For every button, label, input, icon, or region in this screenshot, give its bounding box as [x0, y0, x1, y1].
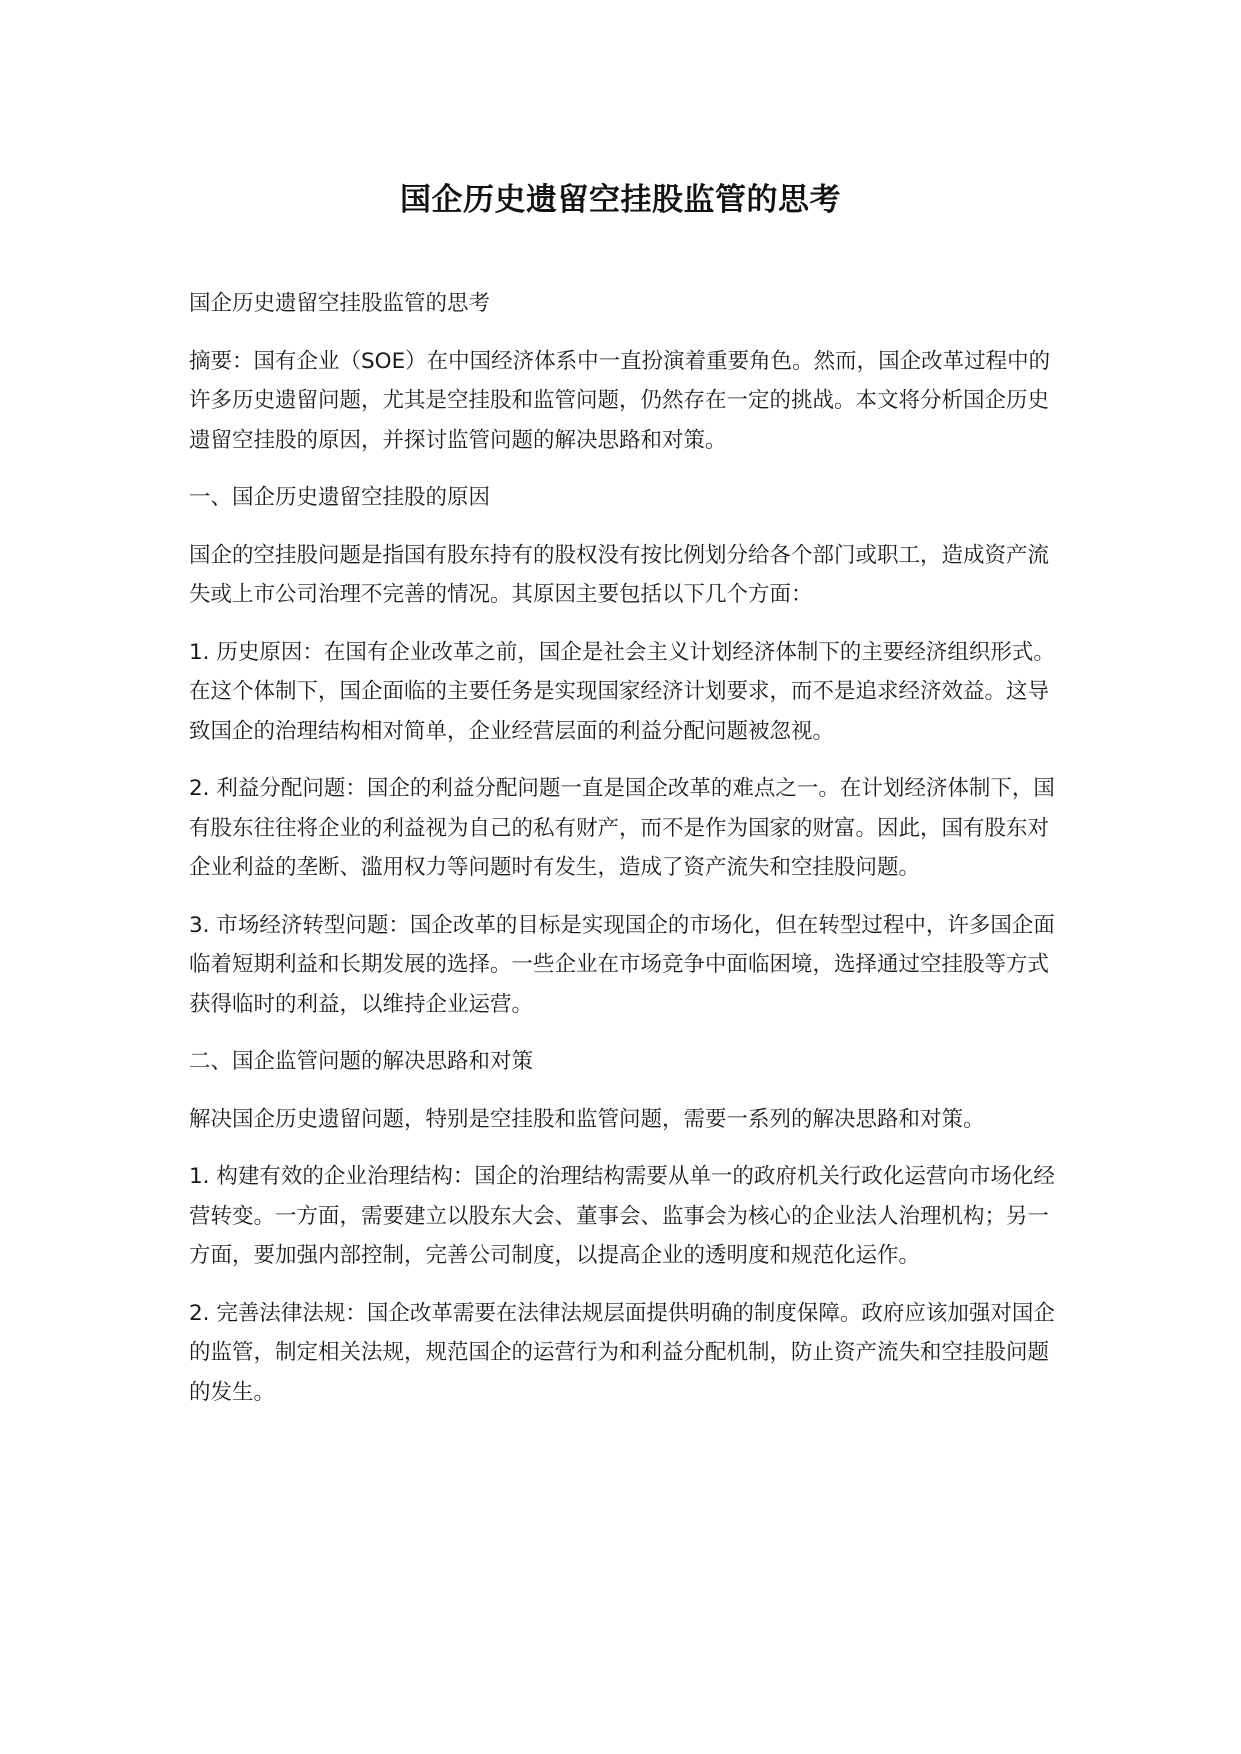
paragraph: 解决国企历史遗留问题，特别是空挂股和监管问题，需要一系列的解决思路和对策。 [189, 1106, 985, 1132]
list-item: 1. 构建有效的企业治理结构：国企的治理结构需要从单一的政府机关行政化运营向市场化经营转变。一方面，需要建立以股东大会、董事会、监事会为核心的企业法人治理机构；另一方面，要加强内部控制，完善公司制度，以提高企业的透明度和规范化运作。 [189, 1164, 1055, 1268]
section-heading-1: 一、国企历史遗留空挂股的原因 [189, 485, 491, 510]
paragraph-abstract: 摘要：国有企业（SOE）在中国经济体系中一直扮演着重要角色。然而，国企改革过程中的许多历史遗留问题，尤其是空挂股和监管问题，仍然存在一定的挑战。本文将分析国企历史遗留空挂股的原因，并探讨监管问题的解决思路和对策。 [189, 348, 1051, 453]
list-item: 3. 市场经济转型问题：国企改革的目标是实现国企的市场化，但在转型过程中，许多国企面临着短期利益和长期发展的选择。一些企业在市场竞争中面临困境，选择通过空挂股等方式获得临时的利益，以维持企业运营。 [189, 912, 1055, 1017]
paragraph: 国企的空挂股问题是指国有股东持有的股权没有按比例划分给各个部门或职工，造成资产流失或上市公司治理不完善的情况。其原因主要包括以下几个方面： [189, 542, 1050, 607]
list-item: 2. 利益分配问题：国企的利益分配问题一直是国企改革的难点之一。在计划经济体制下，国有股东往往将企业的利益视为自己的私有财产，而不是作为国家的财富。因此，国有股东对企业利益的垄断、滥用权力等问题时有发生，造成了资产流失和空挂股问题。 [189, 776, 1055, 880]
document-title: 国企历史遗留空挂股监管的思考 [400, 182, 841, 218]
paragraph-subtitle: 国企历史遗留空挂股监管的思考 [189, 291, 491, 316]
list-item: 1. 历史原因：在国有企业改革之前，国企是社会主义计划经济体制下的主要经济组织形式。在这个体制下，国企面临的主要任务是实现国家经济计划要求，而不是追求经济效益。这导致国企的治理结构相对简单，企业经营层面的利益分配问题被忽视。 [189, 639, 1055, 744]
list-item: 2. 完善法律法规：国企改革需要在法律法规层面提供明确的制度保障。政府应该加强对国企的监管，制定相关法规，规范国企的运营行为和利益分配机制，防止资产流失和空挂股问题的发生。 [189, 1300, 1055, 1405]
document-body [189, 284, 1059, 1430]
section-heading-2: 二、国企监管问题的解决思路和对策 [189, 1049, 534, 1074]
